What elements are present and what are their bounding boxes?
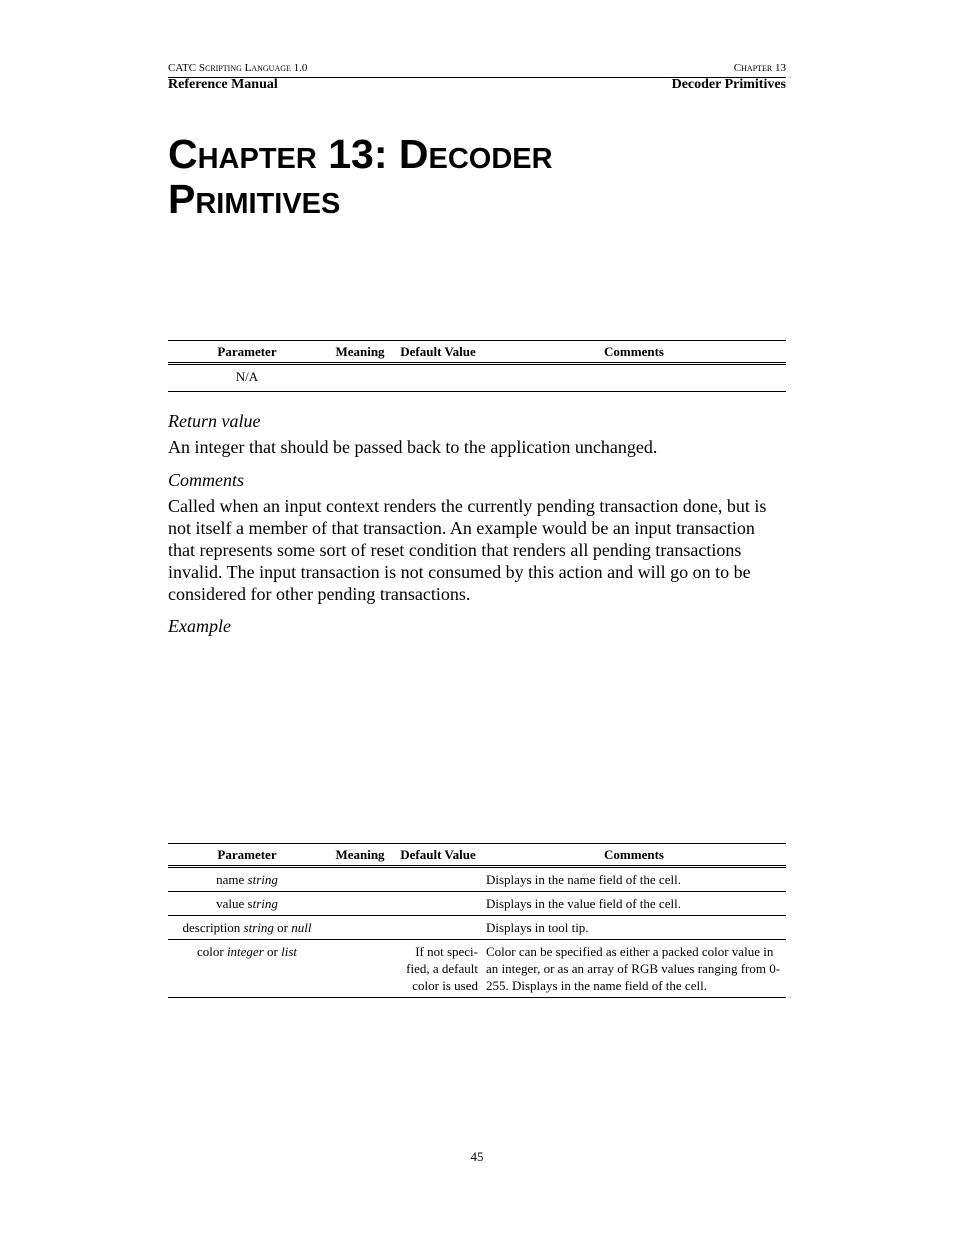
cell-meaning	[326, 364, 394, 392]
cell-comments: Displays in the value field of the cell.	[482, 892, 786, 916]
comments-label: Comments	[168, 470, 244, 490]
return-value-text: An integer that should be passed back to the application unchanged.	[168, 437, 658, 457]
col-header-default-value: Default Value	[394, 844, 482, 867]
col-header-comments: Comments	[482, 844, 786, 867]
col-header-meaning: Meaning	[326, 341, 394, 364]
parameter-table-2	[168, 843, 786, 998]
cell-parameter	[168, 916, 326, 940]
cell-parameter	[168, 867, 326, 892]
cell-parameter: N/A	[168, 364, 326, 392]
cell-default	[394, 916, 482, 940]
cell-meaning	[326, 940, 394, 998]
comments-text: Called when an input context renders the currently pending transaction done, but is not itself a member of that transaction. An example would be an input transaction that represents some sort of reset condition that renders all pending transactions invalid. The input transaction is not consumed by this action and will go on to be considered for other pending transactions.	[168, 496, 767, 604]
chapter-title	[168, 132, 786, 222]
cell-comments: Displays in tool tip.	[482, 916, 786, 940]
param-type: tring	[252, 896, 278, 911]
table-header-row	[168, 341, 786, 364]
col-header-meaning: Meaning	[326, 844, 394, 867]
col-header-default-value: Default Value	[394, 341, 482, 364]
cell-comments: Color can be specified as either a packed color value in an integer, or as an array of RGB values ranging from 0-255. Displays in the name field of the cell.	[482, 940, 786, 998]
param-name: description	[182, 920, 244, 935]
param-type-alt: null	[291, 920, 312, 935]
param-type: string	[247, 872, 278, 887]
cell-default	[394, 892, 482, 916]
table-row	[168, 364, 786, 392]
header-chapter-number: Chapter 13	[733, 62, 786, 74]
page-number: 45	[470, 1149, 484, 1164]
cell-meaning	[326, 916, 394, 940]
param-name: name	[216, 872, 248, 887]
table-header-row	[168, 844, 786, 867]
cell-parameter	[168, 892, 326, 916]
cell-comments	[482, 364, 786, 392]
param-name: color	[196, 944, 227, 959]
col-header-parameter: Parameter	[168, 341, 326, 364]
cell-default	[394, 364, 482, 392]
col-header-comments: Comments	[482, 341, 786, 364]
example-label: Example	[168, 616, 231, 636]
parameter-table-1	[168, 340, 786, 392]
table-row	[168, 940, 786, 998]
return-value-label: Return value	[168, 411, 261, 431]
header-manual-name: Reference Manual	[168, 77, 278, 92]
running-header-bottom	[168, 77, 786, 93]
cell-default: If not speci-fied, a default color is used	[394, 940, 482, 998]
param-or: or	[273, 920, 292, 935]
param-or: or	[263, 944, 282, 959]
cell-default	[394, 867, 482, 892]
table-row	[168, 916, 786, 940]
param-type: integer	[226, 944, 264, 959]
header-chapter-name: Decoder Primitives	[671, 77, 786, 92]
header-doc-title: CATC Scripting Language 1.0	[168, 62, 308, 74]
param-name: value s	[216, 896, 253, 911]
param-type-alt: list	[281, 944, 298, 959]
cell-parameter	[168, 940, 326, 998]
table-row	[168, 892, 786, 916]
chapter-title-line2: Primitives	[168, 176, 341, 222]
cell-meaning	[326, 867, 394, 892]
cell-comments: Displays in the name field of the cell.	[482, 867, 786, 892]
chapter-title-line1: Chapter 13: Decoder	[168, 131, 553, 177]
running-header-top	[168, 62, 786, 75]
param-type: string	[243, 920, 274, 935]
col-header-parameter: Parameter	[168, 844, 326, 867]
cell-meaning	[326, 892, 394, 916]
table-row	[168, 867, 786, 892]
